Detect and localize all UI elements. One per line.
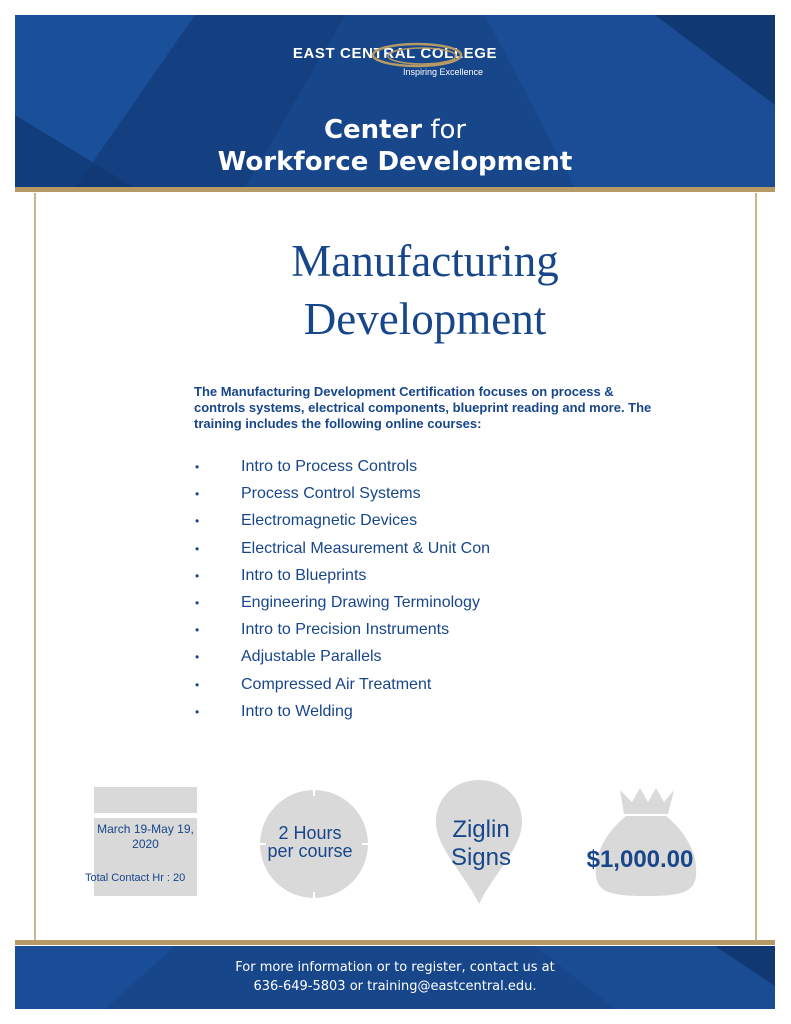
page-title-line1: Manufacturing: [291, 236, 559, 286]
course-name: Engineering Drawing Terminology: [241, 593, 480, 611]
college-logo: [15, 45, 775, 77]
course-name: Intro to Precision Instruments: [241, 621, 450, 639]
location-line2: Signs: [450, 844, 512, 871]
contact-line2: 636-649-5803 or training@eastcentral.edu.: [253, 979, 537, 994]
price: $1,000.00: [586, 846, 694, 873]
bullet: •: [195, 487, 200, 502]
course-name: Process Control Systems: [241, 485, 421, 503]
course-dates: March 19-May 19, 2020: [97, 822, 194, 851]
course-name: Electromagnetic Devices: [241, 512, 418, 530]
calendar-icon: [85, 787, 197, 896]
logo-name: EAST CENTRAL COLLEGE: [292, 45, 498, 62]
calendar-header: [94, 787, 197, 813]
course-name: Intro to Blueprints: [241, 566, 367, 584]
header-divider: [15, 187, 775, 192]
footer-divider: [15, 940, 775, 945]
header-banner: [15, 15, 775, 188]
header-title-light: for: [430, 115, 467, 145]
footer-banner: [15, 946, 775, 1009]
page-title: [200, 232, 650, 348]
contact-hours: Total Contact Hr : 20: [85, 872, 186, 884]
intro-paragraph: The Manufacturing Development Certification focuses on process & controls systems, electrical components, blueprint reading and more. The training includes the following online courses:: [194, 384, 652, 431]
logo-swoosh-icon: [367, 41, 467, 69]
bullet: •: [195, 677, 200, 692]
course-name: Intro to Welding: [241, 702, 353, 720]
bullet: •: [195, 514, 200, 529]
bullet: •: [195, 650, 200, 665]
course-name: Electrical Measurement & Unit Con: [241, 539, 490, 557]
hours-line2: per course: [267, 841, 353, 861]
logo-tagline: Inspiring Excellence: [403, 67, 484, 77]
right-border: [755, 193, 757, 941]
course-name: Compressed Air Treatment: [241, 675, 432, 693]
header-title-line1: [15, 115, 775, 145]
bullet: •: [195, 460, 200, 474]
page-title-line2: Development: [303, 294, 547, 344]
money-bag-icon: [590, 784, 702, 898]
bullet: •: [195, 595, 200, 610]
hours-line1: 2 Hours: [278, 823, 342, 843]
header-title-bold: Center: [323, 115, 423, 145]
course-name: Intro to Process Controls: [241, 458, 418, 475]
bullet: •: [195, 541, 200, 556]
course-name: Adjustable Parallels: [241, 648, 382, 666]
bullet: •: [195, 704, 200, 719]
left-border: [34, 193, 36, 941]
location: [430, 816, 532, 872]
bullet: •: [195, 623, 200, 638]
location-line1: Ziglin: [452, 816, 510, 843]
contact-info: [15, 958, 775, 996]
header-title-line2: Workforce Development: [217, 147, 573, 177]
hours-per-course: [250, 824, 370, 860]
contact-line1: For more information or to register, contact us at: [235, 960, 555, 975]
bullet: •: [195, 568, 200, 583]
